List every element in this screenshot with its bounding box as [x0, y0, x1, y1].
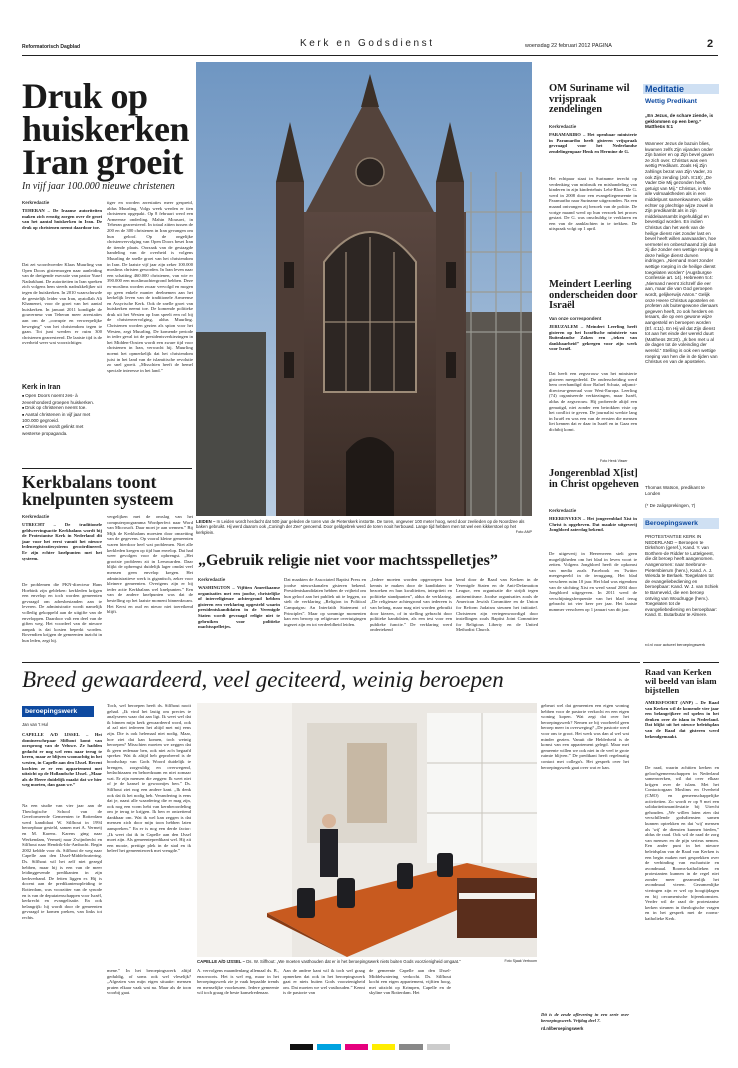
list-item: ■ Druk op christenen neemt toe.: [22, 405, 102, 412]
caption-credit: Foto ANP: [515, 529, 532, 534]
feature-photo-credit: Foto Sjaak Verboom: [504, 959, 537, 963]
islam-headline[interactable]: Raad van Kerken wil beeld van islam bijstellen: [645, 667, 717, 696]
feature-caption-text: Ds. W. Silfhout: „We moeten vasthouden dat er in het beroepingswerk niets buiten Gods voorzienigheid omgaat.”: [246, 959, 461, 964]
iran-headline[interactable]: Druk op huiskerken Iran groeit: [22, 76, 190, 182]
leerling-body: Dat heeft een zegsvrouw van het ministerie gisteren meegedeeld. De onderscheiding werd hem overhandigd door Rafael Schutz, adjunct-directeur-generaal voor West-Europa. Leerling (74) organiseerde verkiezingen, maar Israël, aldus de zegsvrouw. Hij probeerde altijd een gematigd, niet zonder een betrokken visie op het conflict te geven. De journalist werkte lang in Israël en was een van de eersten die mensen liet kennen dat er daar in Israël en in Gaza een dichtbij komt.: [549, 371, 637, 432]
feature-lead: CAPELLE A/D IJSSEL – Het domineeschrpaar Slifhout komt van oorsprong van de Veluwe. Ze hadden gedacht er nog wel eens naar terug te keren, maar ze blijven woonachtig in het westen, in Capelle aan den IJssel. Recent kochten ze er een appartement met uitzicht op de Hollandsche IJssel. „Maar als de Heere duidelijk maakt dat we hier weg moeten, dan gaan we.”: [22, 732, 102, 788]
iran-label: Kerkredactie: [22, 200, 50, 205]
iran-body-col2: tiger en worden arrestaties meer gespreid, aldus Muurling. Volgs week werden er tien christenen opgepakt. Op 8 februari werd een Armeense onderling. Mahin Mousavi, in Teheran gearresteerd. In totaal zitten tussen de 200 en de 300 christenen in Iran gevangen om hun geloof. Op de ongelijke christenvervolging van Open Doors beset Iran de tiende plaats. Oorzaak van de gestaagde handeling van de overheid is volgens Muurling de snelle groei van het christendom in Iran. De laatste vijf jaar zijn zeker 100.000 moslims christen geworden. In Iran leven naar een schatting 460.000 christenen, van wie er 390.000 een moslimachtergrond hebben. Deze ex-moslims worden zwaar vervolgd en mogen op geen enkele manier deelnemen aan het kerkelijk leven van de traditionele Armeense en Assyrische Kerk. Ook de snelle groei van huiskerken neemt toe. De komende politieke druk uit het Westen op Iran speelt een rol bij de christenvervolging, aldus Muurling. Christenen worden gezien als spion voor het Westen, zegt Muurling. De komende periode in ieder geval tot de presidentsverkiezingen in het Midden-Oosten wordt een zware tijd voor christenen in Iran, verwacht hij. Muurling noemt het opmerkelijk dat het christendom juist in het land van de islamitische revolutie zo snel groeit. „Misschien heeft de hemel speciale interesse in het land.”: [107, 200, 193, 373]
gebruik-lead: WASHINGTON – Vijftien Amerikaanse organisaties met een joodse, christelijke of interreligieuze achtergrond hebben gisteren een verklaring opgesteld waarin presidentskandidaten in de Verenigde Staten wordt gevraagd religie niet te gebruiken voor politieke machtsspelletjes.: [198, 585, 280, 630]
photo-caption: [196, 519, 532, 535]
kerkbalans-headline[interactable]: Kerkbalans toont knelpunten systeem: [22, 472, 174, 509]
list-item: ■ Open Doors noemt zes- à zevenhonderd groepen huiskerken.: [22, 393, 102, 405]
print-registration-marks: [290, 1044, 450, 1050]
kerkbalans-label: Kerkredactie: [22, 514, 50, 519]
leerling-label: Van onze correspondent: [549, 316, 602, 321]
suriname-label: Kerkredactie: [549, 124, 577, 129]
feature-caption-lead: CAPELLE A/D IJSSEL –: [197, 959, 245, 964]
gebruik-body-col2: Dat maakten de Associated Baptist Press en joodse nieuwskanalen gisteren bekend. Presidentskandidaten hebben de vrijheid om hun geloof aan het publiek uit te leggen, zo stelt de verklaring „Religion in Political Campaigns: An Interfaith Statement of Principles”. Maar op sommige momenten kan een beroep op religieuze overtuigingen ingezet zijn en tot verdeeldheid leiden.: [284, 577, 366, 627]
beroepingswerk-tab: [643, 518, 719, 529]
gebruik-body-col4: kend door de Raad van Kerken in de Verenigde Staten en de Anti-Defamation League, een organisatie die strijdt tegen antisemitisme. Joodse organisaties zoals de American Jewish Committee en de Union for Reform Judaism steunen het initiatief. Christenen zijn vertegenwoordigd door instellingen zoals Baptist Joint Committee for Religious Liberty en de United Methodist Church.: [456, 577, 538, 633]
iran-subhead: In vijf jaar 100.000 nieuwe christenen: [22, 181, 175, 192]
feature-body-col1: Na een studie van vier jaar aan de Theologische School van de Gereformeerde Gemeenten te Rotterdam werd kandidaat W. Silfhout in 1994 beroepbaar gesteld, samen met A. Vermeij en M. Karens. Karens ging naar Werkendam, Vermeij naar Zwijndrecht en Silfhout naar Hendrik-Ido-Ambacht. Begin 2002 keldde voor ds. Silfhout de weg naar Capelle aan den IJssel-Middelwatering. Ds. Silfhout wil het zelf niet gezegd hebben, maar hij is een van de meer leidinggevende predikanten in zijn kerkverband. De fetten liggen er. Hij is docent aan de predikantenopleiding te Rotterdam, was voorzitter van de synode en is van de deputatenschappen voor Israël, kerkrecht en evangelisatie. En ook belangrijk: hij wordt door de gemeenten gevraagd te komen preken, van links tot rechts.: [22, 803, 102, 920]
leerling-credit: Foto Henk Visser: [600, 459, 628, 463]
list-item: ■ Aantal christenen in vijf jaar met 100.000 gegroeid.: [22, 412, 102, 424]
meditatie-title: Wettig Predikant: [645, 98, 697, 105]
kerkbalans-lead: UTRECHT – De traditionele geldwervingsactie Kerkbalans wordt bij de Protestantse Kerk in Nederland dit jaar voor het eerst vanuit het nieuwe ledenregistratiesysteem gecoördineerd. Er zijn echter knelpunten met het systeem.: [22, 522, 102, 561]
iran-factbox: [22, 384, 102, 436]
feature-footer-note: Dit is de zesde aflevering in een serie over beroepingswerk. Vrijdag deel 7.: [541, 1012, 629, 1023]
feature-photo: [197, 703, 537, 957]
list-item: ■ Christenen wordt gelinkt met westerse propaganda.: [22, 424, 102, 436]
feature-headline[interactable]: Breed gewaardeerd, veel geciteerd, weinig beroepen: [22, 667, 504, 692]
iran-factbox-list: [22, 393, 102, 436]
feature-tab: [22, 706, 94, 717]
feature-caption: [197, 959, 537, 964]
suriname-lead: PARAMARIBO – Het openbaar ministerie in Paramaribo heeft gisteren vrijspraak gevraagd voor het Nederlandse zendelingenpaar Henk en Hermine de G.: [549, 132, 637, 154]
meditatie-tab-label: Meditatie: [645, 84, 685, 94]
islam-body: De raad, waarin achttien kerken en geloofsgemeenschappen in Nederland samenwerken, wil dat over elkaar krijgen over de islam. Met het Contactorgaan Moslims en Overheid (CMO) en gemeenschappelijke activiteiten. Zo wordt er op 9 mei een solidariteitsmanifestatie bij Utrecht gehouden. „We willen laten zien dat verschillende godsdiensten samen kunnen optrekken en dat 'wij' mensen als 'wij' de diensten kunnen bieden,” aldus de raad. Ook wil de raad de zorg van mensen en de pijn serieus nemen. Een ander punt in het nieuwe beleidsplan van de Raad van Kerken is een begin maken met gesprekken over de verbinding van eucharistie en avondmaal. Rooms-katholieken en protestanten kunnen in de regel niet zonder meer gezamenlijk het avondmaal vieren. Gezamenlijke vieringen zijn er wel op hoogtijdagen en bij oecumenische bijeenkomsten. Verder wil de raad de protestantse kerken steunen in theologische vragen en in het gesprek met de rooms-katholieke Kerk.: [645, 765, 719, 922]
caption-lead: LEIDEN –: [196, 519, 216, 524]
feature-bottom-col4: de gemeente Capelle aan den IJssel-Middelwatering verkocht. Ds. Silfhout kocht een eigen appartement, vijftien hoog, met uitzicht op Krimpen, Capelle en de skyline van Rotterdam. Het: [369, 968, 451, 996]
feature-footer-link[interactable]: rd.nl/beroepingswerk: [541, 1026, 584, 1031]
gebruik-body-col3: „Iedere moeten worden opgeroepen hun kennis te maken door de kandidaten te bezoeken en hun kwaliteiten, integriteit en politieke standpunten”, aldus de verklaring. „De religieuze achtergrond van iedereen is van belang, maar mag niet worden gebruikt door kiezers, of in stelling gebracht door politieke kandidaten, als een test voor een publieke functie.” De verklaring werd ondertekend: [370, 577, 452, 633]
page-number: 2: [707, 38, 714, 50]
islam-rule: [643, 662, 719, 663]
suriname-headline[interactable]: OM Suriname wil vrijspraak zendelingen: [549, 83, 630, 115]
kerkbalans-body-col2: vergelijken met de omslag van het computerprogramma Wordperfect naar Word van Microsoft. Daar moet je aan wennen.” Bij Mijk de Kerkbalans moesten door omzetting van de gegevens. Op vooral kleine gemeenten waren hierdoor heel wat problemen. Niet alle kerkleden kregen op tijd hun envelop. Dat had weer gevolgen voor de opbrengst. „Het grootste probleem zit in Leeuwarden. Daar blijkt de opbrengst duidelijk lager omdat veel mensen geen envelop kregen. Het administratieve werk is gigantisch, zeker voor kleinere gemeenten. Overigens zijn er bij ieder actie Kerkbalans wel knelpunten.” Een van de andere knelpunten was dat de bestelling op het laatste moment binnenkwam. Het Kerst en oud en nieuw niet toereikend blijft.: [107, 514, 193, 615]
jongeren-label: Kerkredactie: [549, 508, 577, 513]
masthead-rule: [22, 55, 718, 56]
feature-body-col2: Toch, wel beroepen heeft ds. Silfhout nooit gehad. „Ik vind het lastig om precies te analyseren waar dat aan ligt. Ik weet wel dat ik binnen mijn kerk gewaardeerd word, ook al zal niet iedereen het altijd met mij eens zijn. Die is ook helemaal niet nodig. Maar, hoe ziet dat kan komen, toch weinig beroepen? Misschien moeten we zeggen dat ik geen redenaar ben, ook niet zo'n begaafd spreker. Wat ik altijd heb geprobeerd is de boodschap van Gods Woord duidelijk te brengen, zorgvuldig en overwegend, bedachtzaam en behoedzaam en niet zomaar wat. Er zijn mensen die zeggen: Ik weet niet of je de kansel te gewoontjes ben.” Ds. Silfhout ziet nog een andere kant. „Ik denk ook dat ik het nodig heb. Verandering is eens dat je, naast alle waardering die er mag zijn, ook nog een vorm hebt van kernbeoordeling om je terug te krijgen. Ik ben er ontzettend dankbaar om. Wat ik wel kan zeggen is dat mensen zich door mijn toon hebben laten aanspreken.” En er is nog een derde factor: „Ik weet dat ik in Capelle aan den IJssel moet zijn. Als gemeentepredikant wel. Hij zit een mooie, prettige plek in de stad en ik beleef het gemeentewerk met vreugde.”: [107, 703, 191, 854]
feature-body-col5: gebeurt wel dat gemeenten een eigen woning hebben voor de pastorie verkocht en een eigen woning kopen. Wat zegt dat over het beroepingswerk? Nemen ze bij voorbeeld geen beroep meer in overweging? „De pastorie werd voor ons te groot. Het werk was dan al wel wat minder gezien. Vanuit die Helderheid is de komst van een appartement gelegd. Maar met gemeente willen we ook niet in de veel te grote ruimte blijven.” De predikant heeft regelmatig contact met collega's. Het gesprek over het beroepingswerk gaat over wat er kan.: [541, 703, 629, 770]
date-page: woensdag 22 februari 2012 PAGINA: [525, 43, 612, 49]
beroepingswerk-body: PROTESTANTSE KERK IN NEDERLAND – Beroepen te Dirkshorn (geref.), Kand. Y. van Borthem-de Ridder te Luttelgeest, die dit beroep heeft aangenomen. Aangenomen: naar Seebrunn-Pietersbierum (herv.), Kand. A. J. Wiesda te Berlaek. Toegelaten tot de evangeliebediening en beroepbaar: Kand. W. J. van Schiek te Barneveld, die een beroep ontving van Woudrugge (herv.). Toegelaten tot de evangeliebediening en beroepbaar: Kand. E. Butarbutar te Almere.: [645, 534, 719, 618]
feature-tab-label: beroepingswerk: [25, 708, 78, 715]
meditatie-tab: [643, 84, 719, 94]
jongeren-body: De uitgeverij in Heerenveen stelt geen mogelijkheden om het blad in leven voort te zetten. Volgens Jongbloed heeft de opkomst van media zoals Facebook en Twitter meegespeeld in de teruggang. Het blad verscheen ruim 10 jaar. Het blad was eigendom van de stichting Xist en werd vanaf 2004 door Jongbloed uitgegeven. In 2011 werd de verschijningsfrequentie van het blad terug gebracht tot vier keer per jaar. Het laatste nummer verscheen op 1 januari van dit jaar.: [549, 551, 637, 612]
paper-name: Reformatorisch Dagblad: [22, 44, 81, 50]
interior-illustration: [197, 703, 537, 957]
jongeren-headline[interactable]: Jongerenblad X[ist] in Christ opgeheven: [549, 468, 639, 490]
jongeren-lead: HEERENVEEN – Het jongerenblad Xist in Christ is opgeheven. Dat maakte uitgeverij Jongbloed zaterdag bekend.: [549, 516, 637, 533]
meditatie-source: (* De zaligsprekingen, 7): [645, 503, 696, 508]
meditatie-verse: „En Jezus, de schare ziende, is geklommen op een berg.” Mattheüs 5:1: [645, 113, 714, 130]
section-title: Kerk en Godsdienst: [300, 38, 435, 49]
beroepingswerk-tab-label: Beroepingswerk: [645, 520, 698, 527]
church-illustration: [196, 62, 532, 516]
suriname-body: Het echtpaar staat in Suriname terecht op verdenking van misbruik en mishandeling van kinderen in zijn kindertehuis Lebi-Bloei. De G. werd in 2008 door een evangeliegemeente in Paramaribo naar Suriname uitgezonden. Na een maand ontvangen zij bezoek van de politie. De vorige maand werd op hun verzoek het proces gestart. De G. was onschuldig te verklaren en een van de aanklachten in te trekken. De uitspraak volgt op 1 april.: [549, 176, 637, 232]
church-photo: [196, 62, 532, 516]
caption-text: In Leiden wordt herdacht dat 500 jaar geleden de toren van de Pieterskerk instortte. De toren, ongeveer 100 meter hoog, werd door zeelieden op de Noordzee als baken gebruikt. Hij werd daarom ook „Coningh der Zee” genoemd. Door geldgebrek werd de toren nooit herbouwd. Lange tijd hebben men tot wel een kikkerstoel op het kerkplein.: [196, 519, 525, 535]
feature-bottom-col2: A. vervolgens maandenlang allemaal ds. B., enzovoorts. Het is wel erg, maar in het beroepingswerk zie je vaak bepaalde trends en menselijke voorkeuren. Iedere gemeente wil toch graag de beste kanselredenaar.: [197, 968, 279, 996]
meditatie-author: Thomas Watson, predikant te Londen: [645, 485, 705, 496]
leerling-lead: JERUZALEM – Meindert Leerling heeft gisteren op het Israëlische ministerie van Buitenlandse Zaken een „teken van dankbaarheid” gekregen voor zijn werk voor Israël.: [549, 324, 637, 352]
iran-body-col1: Dat zei woordvoerder Klaas Muurling van Open Doors gistermorgen naar aanleiding van de dreigende executie van pastor Yusef Nadarkhani. De autoriteiten in Iran spreken zich volgens hem steeds nadrukkelijker uit tegen de huiskerken. In 2010 waarschuwde de geestelijk leider van Iran, ayatollah Ali Khamenei, voor de groei van het aantal huiskerken. In januari 2011 kondigde de gouverneur van Teheran meer arrestaties aan om de „corrupte en verwerpelijke beweging” van het christendom tegen te gaan. Tot juni werden er ruim 300 christenen gearresteerd. De laatste tijd is de overheid weer wat voorzichtiger.: [22, 262, 102, 346]
leerling-headline[interactable]: Meindert Leerling onderscheiden door Israël: [549, 279, 638, 311]
gebruik-headline[interactable]: „Gebruik religie niet voor machtsspelletjes”: [198, 552, 498, 569]
iran-factbox-title: Kerk in Iran: [22, 384, 61, 391]
kerkbalans-rule: [22, 468, 192, 469]
meditatie-body: Wanneer Jezus de bazuin blies, kwamen zelfs Zijn vijanden onder Zijn banier en op Zijn bevel gaven ze zich over. Christus was een wettig Predikant. Zoals Hij Zijn zahlings bezat van Zijn Vader, zo ook Zijn zending (Joh. 8:18): „De Vader Die Mij gezonden heeft, getuigt van Mij.” Christus, in Wie alle volmaaktheden als in een middelpunt samenkwamen, wilde echter op plechtige wijze zowel in Zijn predikambt als in zijn middelaarsambt ingehuldigd en bevestigd worden. En indien Christus dan het werk van de heilige dienst niet zonder last en bevel heeft willen aanvaarden, hoe vermetel en onbeschaamd zijn dan zij die zonder een wettige roeping in deze heilige dienst durven indringen. „Niemand moet zonder wettige roeping in de heilige dienst toegelaten worden” (Augsburgse Confessie art. 14). Hebreeën 5:4: „Niemand neemt zichzelf die eer aan, maar die van God geroepen wordt, gelijkerwijs Aäron.” Gelijk onze Heere Christus apostelen en profeten als buitengewone dienaars gegeven heeft, zo ook herders en leraars, die op een gewone wijze aangesteld en beroepen worden (Ef. 4:11). En Hij wil dat Zijn dienst tot aan het einde der wereld duurt (Mattheüs 28:20). „Ik ben met u al de dagen tot de voleinding der wereld.” Stelling is ook een wettige roeping van hen die in de tijden van Christus en van de apostelen.: [645, 141, 719, 365]
iran-lead: TEHERAN – De Iraanse autoriteiten maken zich ernstig zorgen over de groei van het aantal huiskerken in Iran. De druk op christenen neemt daardoor toe.: [22, 208, 102, 230]
feature-bottom-col3: Aan de andere kant wil ik toch wel graag opmerken dat ook in het beroepingswerk gaat er niets buiten Gods voorzienigheid om. Dat moeten we wel vasthouden.” Kennt is de pastorie van: [283, 968, 365, 996]
islam-lead: AMERSFOORT (ANP) – De Raad van Kerken wil de komende vier jaar een belangrijkere rol spelen in het denken over de islam in Nederland. Dat blijkt uit het nieuwe beleidsplan van de Raad dat gisteren werd bekendgemaakt.: [645, 700, 719, 739]
gebruik-label: Kerkredactie: [198, 577, 226, 582]
kerkbalans-body-col1: De problemen die PKN-directeur Hans Hoebink zijn gebleken: kerkleden krijgen een envelop en toch worden gemeenten gevraagd om adresbestanden aan te leveren. De administratie wordt namelijk volledig gekoppeld aan de uitgifte van de enveloppen. Daardoor valt een deel van de giften weg. Het voordeel van de nieuwe aanpak is dat kosten beperkt worden. Bovendien krijgen de gemeenten inzicht in hun leden, zegt hij.: [22, 582, 102, 643]
beroepingswerk-footer[interactable]: rd.nl voor actueel beroepingswerk: [645, 642, 706, 647]
feature-author: Jan van 't Hul: [22, 722, 48, 727]
feature-rule: [22, 662, 640, 663]
feature-bottom-col1: mene.” In het beroepingswerk altijd geduldig, of soms ook wel vleselijk? „Afgezien van mijn eigen situatie: mensen praten elkaar vaak wat na. Maar als de toon voorbij gaat.: [107, 968, 191, 996]
